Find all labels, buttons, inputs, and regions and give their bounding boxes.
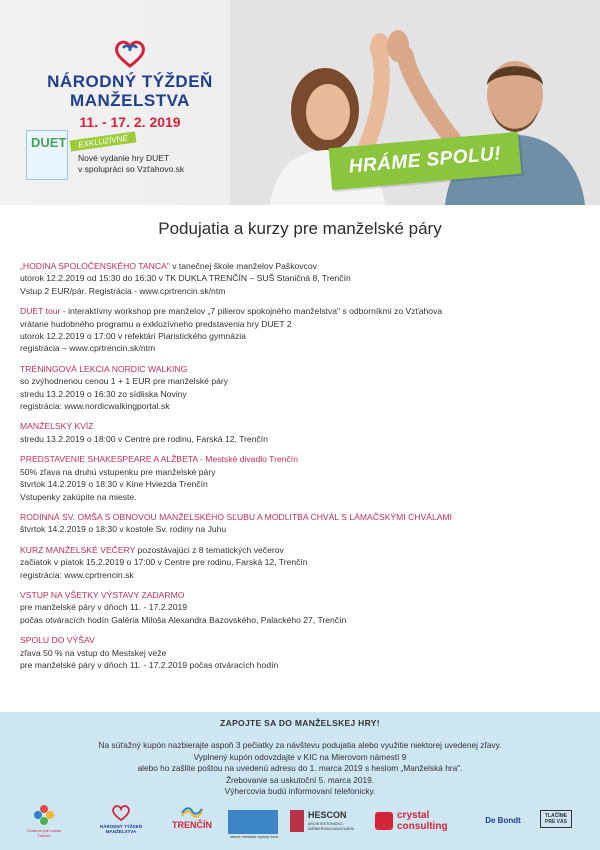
event-line: registrácia: www.nordicwalkingportal.sk (20, 401, 170, 412)
logo-crystal-consulting (375, 804, 465, 842)
heart-logo-icon (113, 40, 147, 68)
event-title: SPOLU DO VÝŠAV (20, 635, 95, 646)
logo-title-line2: MANŽELSTVA (70, 91, 190, 110)
event-line: zľava 50 % na vstup do Mestskej veže (20, 647, 167, 658)
logo-text: De Bondt (485, 816, 521, 825)
logo-centrum-pre-rodinu (20, 804, 68, 842)
event-line: pre manželské páry v dňoch 11. - 17.2.2019 počas otváracích hodín (20, 659, 279, 670)
event-line: Vstup 2 EUR/pár. Registrácia - www.cprtrencin.sk/ntm (20, 285, 226, 296)
flower-icon (33, 804, 55, 826)
event-title-rest: v tanečnej škole manželov Paškovcov (169, 261, 317, 271)
partner-logos (20, 804, 590, 842)
event-line: utorok 12.2.2019 od 15:30 do 16:30 v TK DUKLA TRENČÍN – SUŠ Staničná 8, Trenčín (20, 273, 351, 284)
rules-line: Výhercovia budú informovaní telefonicky. (224, 786, 376, 797)
rules-line: Na súťažný kupón nazbierajte aspoň 3 pečiatky za návštevu podujatia alebo využitie niektorej uvedenej zľavy. (98, 740, 502, 750)
events-list (20, 260, 590, 679)
logo-text: TRENČÍN (172, 820, 212, 830)
event-title-rest: pozostávajúci z 8 tematických večerov (135, 544, 284, 555)
rules-line: alebo ho zašlite poštou na uvedenú adresu do 1. marca 2019 s heslom „Manželská hra". (137, 763, 463, 774)
event-title: VSTUP NA VŠETKY VÝSTAVY ZADARMO (20, 589, 185, 600)
logo-subtext: ARCHITEKTONICKO-INŽINIERSKA KANCELÁRIA (308, 822, 355, 831)
event-item (20, 260, 590, 297)
event-item (20, 634, 590, 671)
logo-text: TLAČÍME PRE VÁS (540, 810, 572, 828)
logo-ntm (90, 804, 152, 842)
logo-de-bondt (478, 804, 528, 842)
event-line: so zvýhodnenou cenou 1 + 1 EUR pre manželské páry (20, 376, 229, 387)
logo-trencin (168, 804, 216, 842)
logo-hescon (290, 804, 362, 842)
event-title: RODINNÁ SV. OMŠA S OBNOVOU MANŽELSKÉHO SĽUBU A MODLITBA CHVÁL S LÁMAČSKÝMI CHVÁLAMI (20, 511, 453, 522)
ntm-logo (40, 40, 220, 130)
footer (0, 712, 600, 850)
duet-caption-line2: v spolupráci so Vzťahovo.sk (78, 164, 185, 174)
game-rules (40, 740, 560, 798)
logo-text: crystal consulting (397, 810, 448, 832)
logo-text: HESCON (308, 810, 347, 820)
logo-select (228, 804, 280, 842)
event-item (20, 305, 590, 355)
logo-text: select mestské bytový fond (229, 834, 279, 839)
rules-line: Vyplnený kupón odovzdajte v KIC na Mierovom námestí 9 (193, 751, 407, 762)
logo-title-line1: NÁRODNÝ TÝŽDEŇ (47, 72, 213, 91)
event-item (20, 511, 590, 536)
banner-text: HRÁME SPOLU! (347, 143, 502, 178)
event-title: TRÉNINGOVÁ LEKCIA NORDIC WALKING (20, 363, 188, 374)
events-panel (0, 205, 600, 712)
event-line: registrácia – www.cprtrencin.sk/ntm (20, 343, 156, 354)
event-title: DUET tour (20, 306, 61, 317)
event-line: vrátane hudobného programu a exkluzívneho predstavenia hry DUET 2 (20, 318, 292, 329)
rules-line: Žrebovanie sa uskutoční 5. marca 2019. (225, 774, 375, 785)
event-line: počas otváracích hodín Galéria Miloša Alexandra Bazovského, Palackého 27, Trenčín (20, 614, 347, 625)
event-item (20, 420, 590, 445)
duet-label: DUET (31, 135, 67, 150)
event-dates: 11. - 17. 2. 2019 (79, 114, 181, 130)
logo-text: NÁRODNÝ TÝŽDEŇ MANŽELSTVA (99, 824, 142, 834)
event-item (20, 544, 590, 581)
event-title: PREDSTAVENIE SHAKESPEARE A ALŽBETA - Mestské divadlo Trenčín (20, 454, 298, 465)
event-item (20, 363, 590, 413)
event-line: utorok 12.2.2019 o 17:00 v refektári Piaristického gymnázia (20, 331, 246, 342)
event-line: stredu 13.2.2019 o 18:00 v Centre pre rodinu, Farská 12, Trenčín (20, 433, 268, 444)
logo-text: Centrum pre rodinu Trenčín (26, 828, 62, 838)
wave-icon (180, 804, 204, 818)
duet-caption (78, 153, 184, 175)
header-banner (0, 0, 600, 205)
event-line: pre manželské páry v dňoch 11. - 17.2.2019 (20, 602, 188, 613)
join-heading: ZAPOJTE SA DO MANŽELSKEJ HRY! (220, 718, 380, 728)
event-line: registrácia: www.cprtrencin.sk (20, 569, 134, 580)
event-title-rest: - interaktívny workshop pre manželov „7 pilierov spokojného manželstva" s odborníkmi zo Vzťahova (60, 306, 443, 317)
heart-logo-icon (111, 804, 131, 822)
event-line: 50% zľava na druhú vstupenku pre manželské páry (20, 466, 216, 477)
event-item (20, 453, 590, 503)
duet-caption-line1: Nové vydanie hry DUET (78, 153, 170, 163)
event-line: Vstupenky zakúpite na mieste. (20, 491, 137, 502)
event-title: „HODINA SPOLOČENSKÉHO TANCA" (20, 261, 170, 271)
event-item (20, 589, 590, 626)
event-title: KURZ MANŽELSKÉ VEČERY (20, 544, 136, 555)
duet-exclusive-flag: EXKLUZÍVNE (70, 131, 137, 151)
event-line: začiatok v piatok 15.2.2019 o 17:00 v Centre pre rodinu, Farská 12, Trenčín (20, 557, 308, 568)
logo-tlacime (540, 804, 572, 842)
event-title: MANŽELSKÝ KVÍZ (20, 421, 94, 432)
event-line: štvrtok 14.2.2019 o 18:30 v kostole Sv. rodiny na Juhu (20, 524, 227, 535)
page-title: Podujatia a kurzy pre manželské páry (158, 219, 442, 238)
event-line: štvrtok 14.2.2019 o 18:30 v Kine Hviezda Trenčín (20, 479, 208, 490)
event-line: stredu 13.2.2019 o 16:30 zo sídliska Noviny (20, 388, 187, 399)
duet-game-box (26, 130, 68, 180)
